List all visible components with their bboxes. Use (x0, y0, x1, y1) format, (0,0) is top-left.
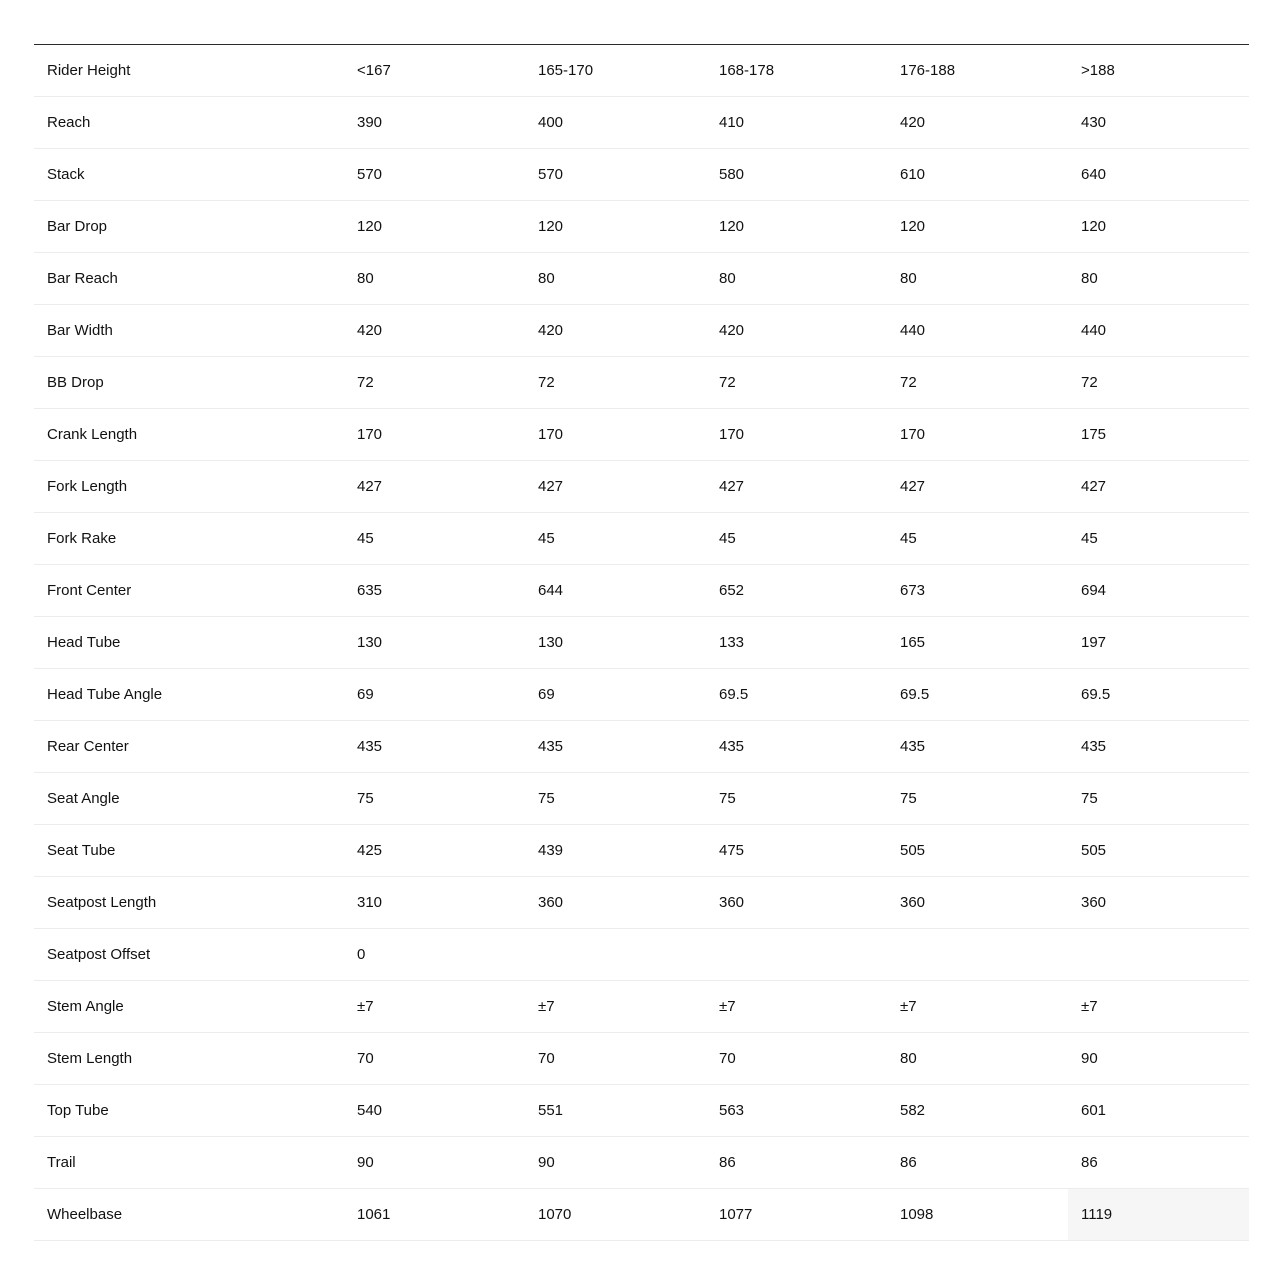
table-cell: 45 (525, 513, 706, 565)
table-cell: 430 (1068, 97, 1249, 149)
row-label: Reach (34, 97, 344, 149)
row-label: Rear Center (34, 721, 344, 773)
table-cell: 170 (525, 409, 706, 461)
table-cell: 435 (706, 721, 887, 773)
table-cell: 635 (344, 565, 525, 617)
table-cell: 69.5 (706, 669, 887, 721)
table-cell: ±7 (1068, 981, 1249, 1033)
table-cell: 1077 (706, 1189, 887, 1241)
table-cell: 1119 (1068, 1189, 1249, 1241)
row-label: Head Tube (34, 617, 344, 669)
table-cell: 420 (525, 305, 706, 357)
table-cell: 1061 (344, 1189, 525, 1241)
row-label: Fork Length (34, 461, 344, 513)
table-cell: 570 (344, 149, 525, 201)
table-cell: 69 (344, 669, 525, 721)
table-row (34, 461, 1249, 513)
table-row (34, 565, 1249, 617)
row-label: Stem Angle (34, 981, 344, 1033)
table-cell: 80 (706, 253, 887, 305)
row-label: Stem Length (34, 1033, 344, 1085)
table-cell: 360 (1068, 877, 1249, 929)
table-cell: 652 (706, 565, 887, 617)
table-cell: 475 (706, 825, 887, 877)
table-row (34, 305, 1249, 357)
geometry-table (34, 44, 1249, 1241)
table-cell: 610 (887, 149, 1068, 201)
table-cell: 170 (344, 409, 525, 461)
table-row (34, 773, 1249, 825)
table-cell: 120 (706, 201, 887, 253)
table-cell: 75 (887, 773, 1068, 825)
table-cell: 90 (525, 1137, 706, 1189)
table-cell: 435 (525, 721, 706, 773)
table-cell: 45 (344, 513, 525, 565)
table-cell: 1070 (525, 1189, 706, 1241)
row-label: Fork Rake (34, 513, 344, 565)
table-cell: 86 (706, 1137, 887, 1189)
table-cell: 165 (887, 617, 1068, 669)
table-cell: 176-188 (887, 45, 1068, 97)
table-cell: 120 (1068, 201, 1249, 253)
row-label: Stack (34, 149, 344, 201)
table-cell: 69 (525, 669, 706, 721)
table-cell: 70 (344, 1033, 525, 1085)
table-cell: 90 (1068, 1033, 1249, 1085)
table-cell: 694 (1068, 565, 1249, 617)
table-cell (887, 929, 1068, 981)
row-label: Bar Drop (34, 201, 344, 253)
table-cell: 360 (887, 877, 1068, 929)
table-cell: 80 (887, 253, 1068, 305)
table-cell: 72 (706, 357, 887, 409)
table-cell: 427 (525, 461, 706, 513)
table-row (34, 1189, 1249, 1241)
table-row (34, 1137, 1249, 1189)
table-cell: 80 (525, 253, 706, 305)
table-cell: >188 (1068, 45, 1249, 97)
geometry-table-container (34, 44, 1248, 1241)
row-label: Wheelbase (34, 1189, 344, 1241)
row-label: Seat Tube (34, 825, 344, 877)
table-cell: 69.5 (887, 669, 1068, 721)
table-cell: 175 (1068, 409, 1249, 461)
table-cell: 120 (525, 201, 706, 253)
table-row (34, 201, 1249, 253)
table-row (34, 45, 1249, 97)
table-cell: 120 (887, 201, 1068, 253)
row-label: Head Tube Angle (34, 669, 344, 721)
table-row (34, 1085, 1249, 1137)
table-row (34, 357, 1249, 409)
table-cell: 120 (344, 201, 525, 253)
table-cell: 644 (525, 565, 706, 617)
table-cell: 80 (1068, 253, 1249, 305)
table-cell: ±7 (887, 981, 1068, 1033)
table-cell: 390 (344, 97, 525, 149)
table-cell: 70 (706, 1033, 887, 1085)
table-cell: 130 (525, 617, 706, 669)
table-cell (1068, 929, 1249, 981)
table-row (34, 97, 1249, 149)
table-cell: 601 (1068, 1085, 1249, 1137)
table-cell: 86 (1068, 1137, 1249, 1189)
table-row (34, 409, 1249, 461)
table-cell: 72 (344, 357, 525, 409)
table-cell: 420 (344, 305, 525, 357)
table-cell: 580 (706, 149, 887, 201)
table-cell: 69.5 (1068, 669, 1249, 721)
table-cell: 72 (1068, 357, 1249, 409)
table-cell: 551 (525, 1085, 706, 1137)
table-cell: 440 (1068, 305, 1249, 357)
table-cell: 75 (706, 773, 887, 825)
table-cell: 427 (887, 461, 1068, 513)
table-cell: 133 (706, 617, 887, 669)
geometry-table-body (34, 45, 1249, 1241)
table-cell: 75 (525, 773, 706, 825)
table-cell: 400 (525, 97, 706, 149)
table-cell: 427 (1068, 461, 1249, 513)
row-label: Front Center (34, 565, 344, 617)
table-cell: 170 (706, 409, 887, 461)
row-label: Seatpost Length (34, 877, 344, 929)
table-cell: 570 (525, 149, 706, 201)
table-cell: 45 (1068, 513, 1249, 565)
table-cell: 420 (887, 97, 1068, 149)
table-cell: 165-170 (525, 45, 706, 97)
table-row (34, 149, 1249, 201)
table-row (34, 669, 1249, 721)
table-cell: 86 (887, 1137, 1068, 1189)
table-cell: ±7 (344, 981, 525, 1033)
table-cell (525, 929, 706, 981)
table-cell: 72 (525, 357, 706, 409)
table-cell: 90 (344, 1137, 525, 1189)
table-cell: 540 (344, 1085, 525, 1137)
table-cell: ±7 (525, 981, 706, 1033)
table-cell: 505 (1068, 825, 1249, 877)
table-cell: 80 (344, 253, 525, 305)
table-cell: 640 (1068, 149, 1249, 201)
table-row (34, 253, 1249, 305)
table-cell: 75 (344, 773, 525, 825)
table-cell: 425 (344, 825, 525, 877)
table-cell: 435 (887, 721, 1068, 773)
table-cell: 75 (1068, 773, 1249, 825)
table-row (34, 721, 1249, 773)
row-label: Crank Length (34, 409, 344, 461)
table-row (34, 877, 1249, 929)
table-cell: 197 (1068, 617, 1249, 669)
table-row (34, 1033, 1249, 1085)
table-cell: <167 (344, 45, 525, 97)
table-cell: 435 (344, 721, 525, 773)
table-cell: 427 (706, 461, 887, 513)
table-cell: 0 (344, 929, 525, 981)
row-label: Seatpost Offset (34, 929, 344, 981)
table-cell: 420 (706, 305, 887, 357)
row-label: BB Drop (34, 357, 344, 409)
row-label: Trail (34, 1137, 344, 1189)
table-cell: 170 (887, 409, 1068, 461)
table-cell: 410 (706, 97, 887, 149)
table-row (34, 513, 1249, 565)
table-cell: 168-178 (706, 45, 887, 97)
table-cell: 505 (887, 825, 1068, 877)
table-cell: 72 (887, 357, 1068, 409)
row-label: Rider Height (34, 45, 344, 97)
table-cell: 1098 (887, 1189, 1068, 1241)
table-cell: 310 (344, 877, 525, 929)
table-cell: 130 (344, 617, 525, 669)
table-cell: 360 (525, 877, 706, 929)
table-row (34, 825, 1249, 877)
table-cell: 435 (1068, 721, 1249, 773)
table-cell: 80 (887, 1033, 1068, 1085)
row-label: Seat Angle (34, 773, 344, 825)
row-label: Top Tube (34, 1085, 344, 1137)
table-cell: ±7 (706, 981, 887, 1033)
table-cell: 360 (706, 877, 887, 929)
table-cell: 440 (887, 305, 1068, 357)
table-row (34, 929, 1249, 981)
table-row (34, 617, 1249, 669)
row-label: Bar Width (34, 305, 344, 357)
table-cell: 563 (706, 1085, 887, 1137)
table-cell: 70 (525, 1033, 706, 1085)
table-cell: 439 (525, 825, 706, 877)
table-cell: 427 (344, 461, 525, 513)
table-cell: 582 (887, 1085, 1068, 1137)
row-label: Bar Reach (34, 253, 344, 305)
table-cell: 673 (887, 565, 1068, 617)
table-row (34, 981, 1249, 1033)
table-cell: 45 (887, 513, 1068, 565)
table-cell: 45 (706, 513, 887, 565)
table-cell (706, 929, 887, 981)
